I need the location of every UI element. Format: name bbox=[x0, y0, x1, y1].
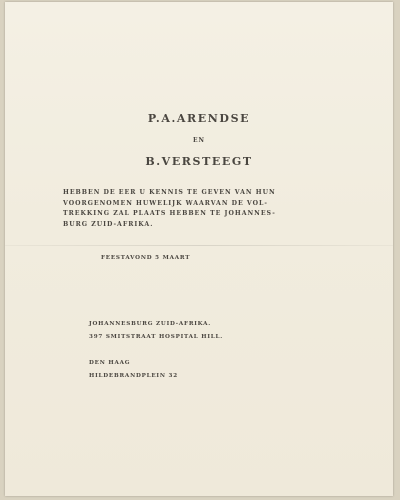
announcement-text bbox=[63, 188, 353, 230]
address-line: JOHANNESBURG ZUID-AFRIKA. bbox=[89, 321, 212, 327]
paper-fold-line bbox=[5, 245, 393, 246]
celebration-date: FEESTAVOND 5 MAART bbox=[101, 255, 191, 261]
announcement-line: BURG ZUID-AFRIKA. bbox=[63, 220, 154, 228]
announcement-line: TREKKING ZAL PLAATS HEBBEN TE JOHANNES- bbox=[63, 210, 276, 217]
address-line: 397 SMITSTRAAT HOSPITAL HILL. bbox=[89, 334, 223, 340]
den-haag-address bbox=[89, 357, 178, 383]
announcement-line: HEBBEN DE EER U KENNIS TE GEVEN VAN HUN bbox=[63, 189, 276, 196]
bride-name: B.VERSTEEGT bbox=[145, 155, 253, 168]
invitation-card bbox=[5, 2, 393, 496]
conjunction-text: EN bbox=[192, 137, 206, 144]
announcement-line: VOORGENOMEN HUWELIJK WAARVAN DE VOL- bbox=[63, 199, 268, 207]
johannesburg-address bbox=[89, 318, 223, 344]
address-line: DEN HAAG bbox=[89, 360, 131, 366]
address-line: HILDEBRANDPLEIN 32 bbox=[89, 373, 178, 379]
groom-name: P.A.ARENDSE bbox=[147, 112, 251, 125]
